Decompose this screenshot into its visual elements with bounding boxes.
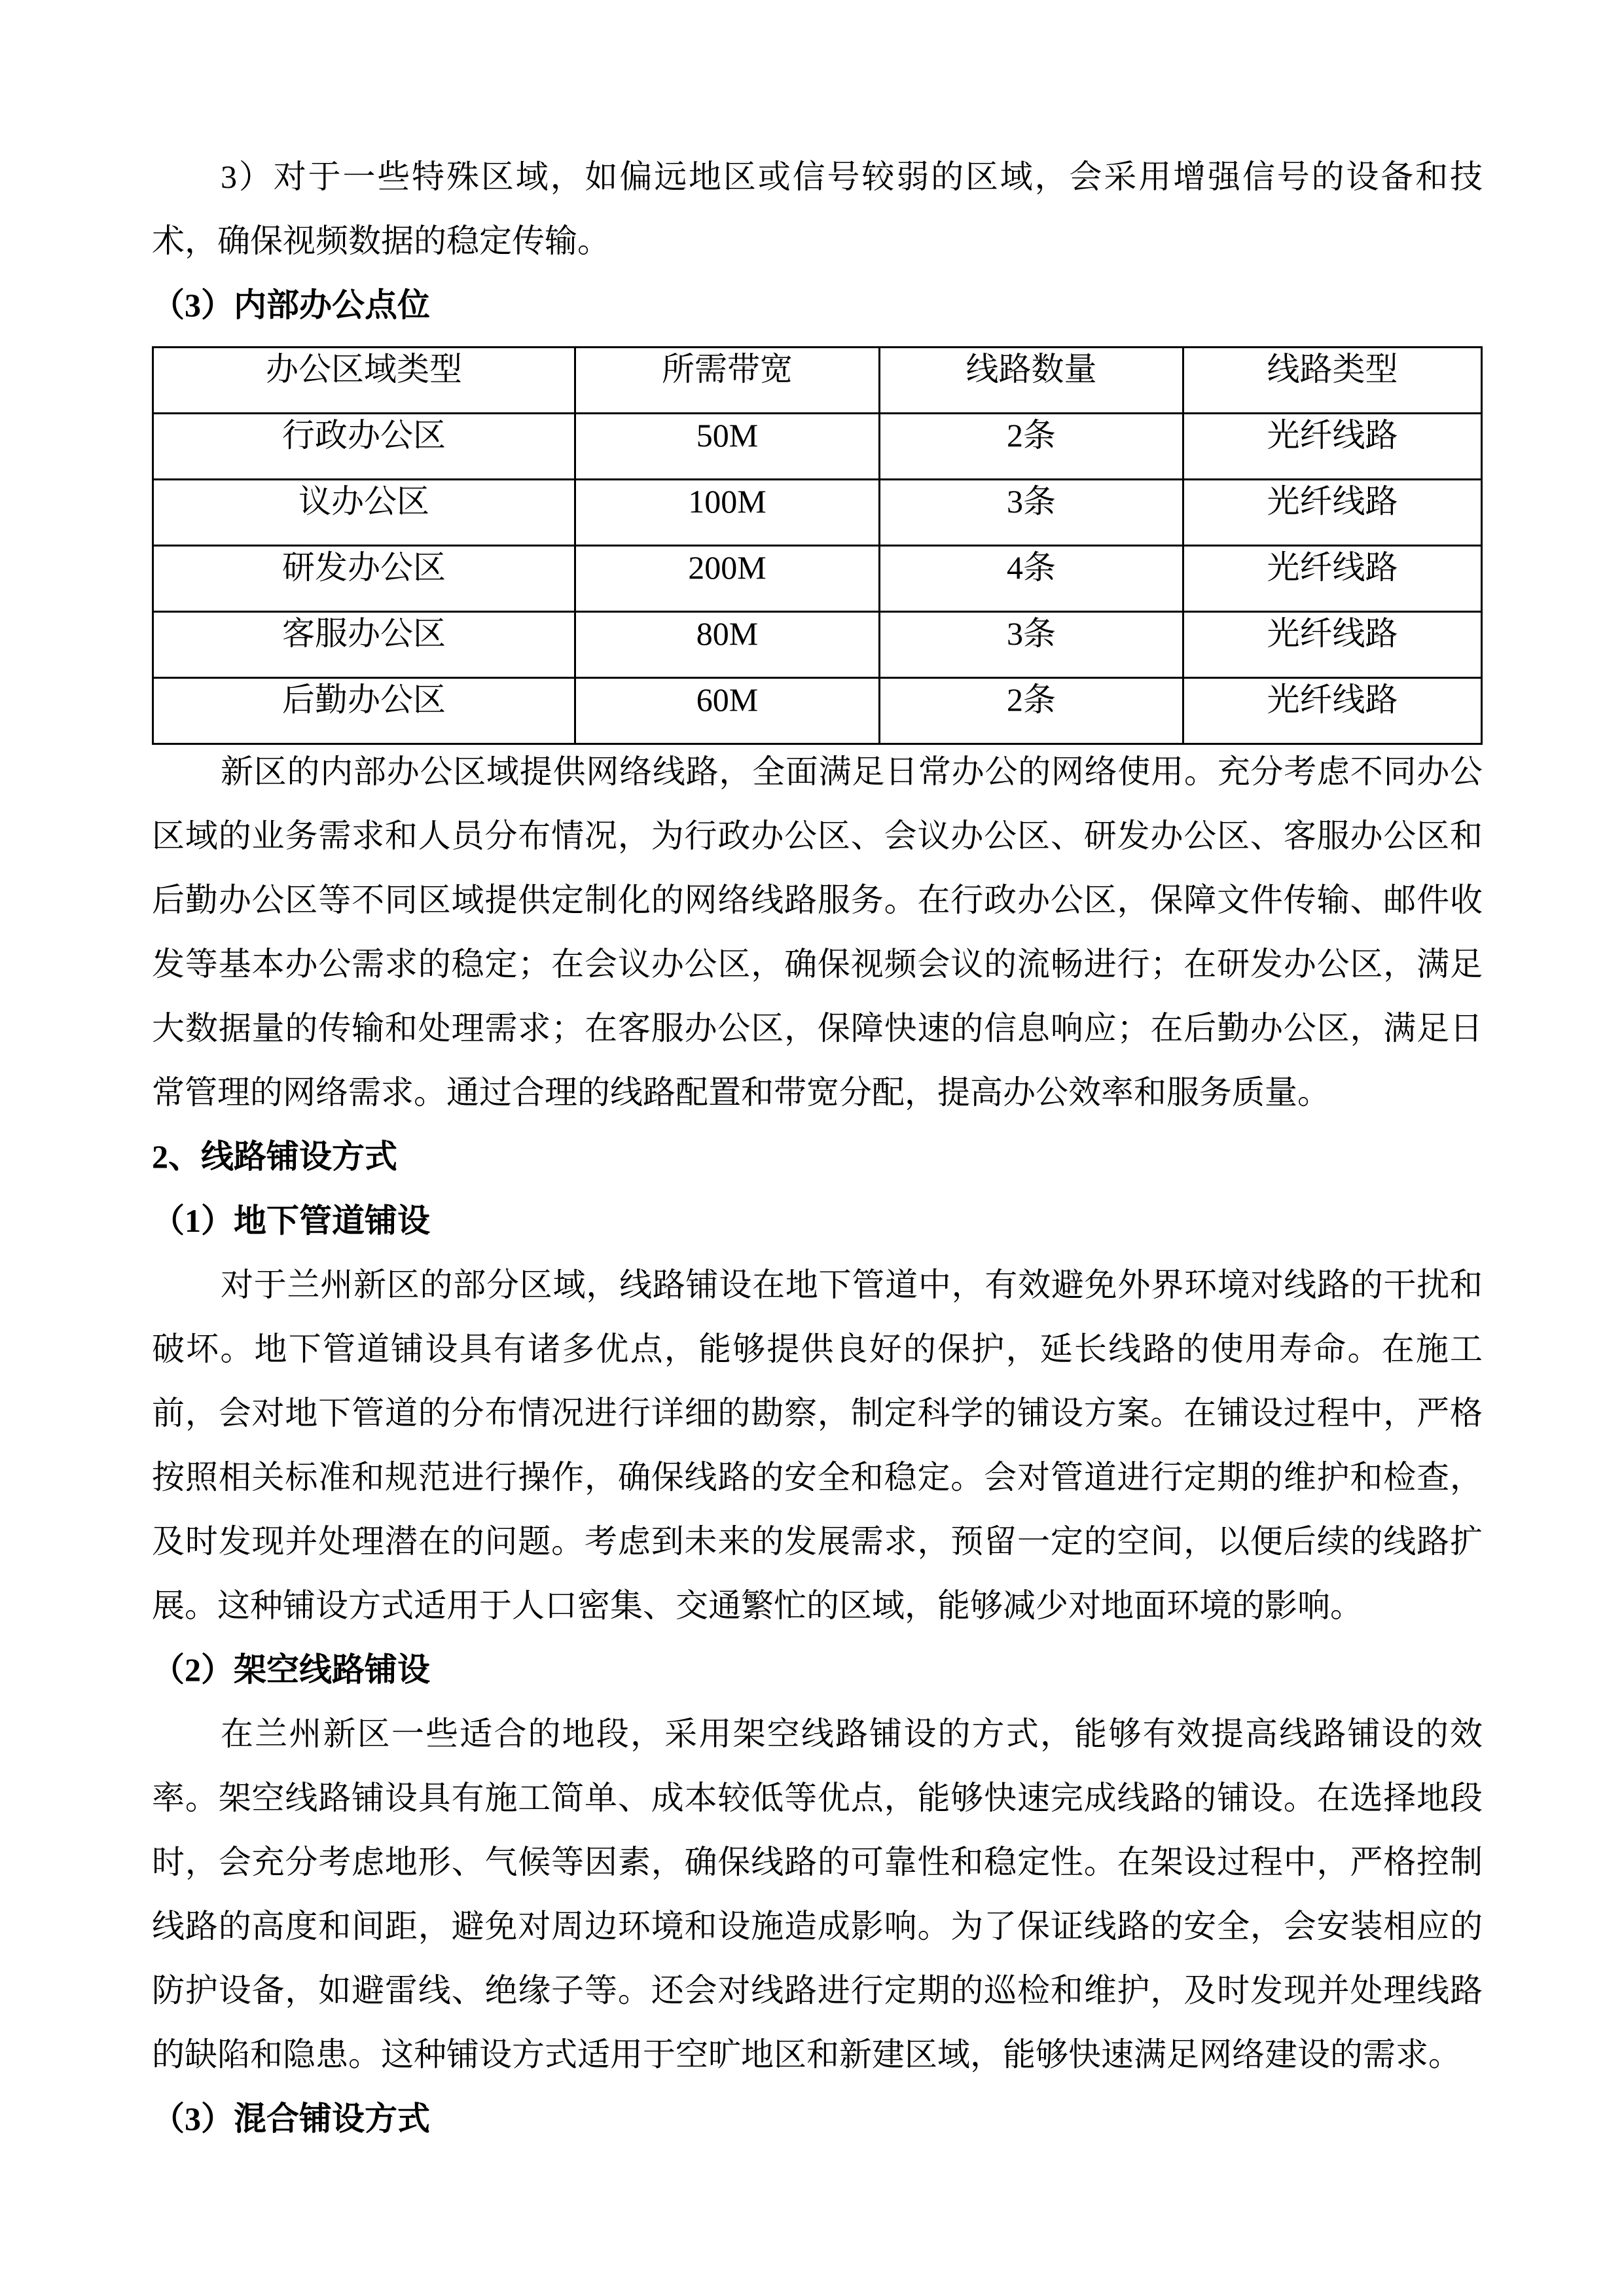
section-heading: （2）架空线路铺设 [152,1651,430,1688]
paragraph-line: 防护设备，如避雷线、绝缘子等。还会对线路进行定期的巡检和维护，及时发现并处理线路 [152,1972,1483,2009]
table-cell: 行政办公区 [153,414,575,480]
table-cell: 议办公区 [153,480,575,546]
table-cell: 200M [575,546,880,612]
section-heading: 2、线路铺设方式 [152,1138,397,1175]
paragraph-line: 区域的业务需求和人员分布情况，为行政办公区、会议办公区、研发办公区、客服办公区和 [152,817,1483,854]
table-cell: 2条 [880,678,1183,744]
table-cell: 2条 [880,414,1183,480]
table-cell: 光纤线路 [1183,414,1482,480]
table-cell: 50M [575,414,880,480]
table-header-cell: 线路类型 [1183,348,1482,414]
paragraph-line: 后勤办公区等不同区域提供定制化的网络线路服务。在行政办公区，保障文件传输、邮件收 [152,882,1483,918]
table-cell: 研发办公区 [153,546,575,612]
table-header-row [153,348,1482,414]
paragraph-line: 按照相关标准和规范进行操作，确保线路的安全和稳定。会对管道进行定期的维护和检查， [152,1459,1483,1496]
table-row [153,678,1482,744]
paragraph-line: 的缺陷和隐患。这种铺设方式适用于空旷地区和新建区域，能够快速满足网络建设的需求。 [152,2036,1461,2073]
paragraph [152,1253,1483,1638]
table-row [153,480,1482,546]
section-heading: （3）内部办公点位 [152,287,430,323]
paragraph-line: 大数据量的传输和处理需求；在客服办公区，保障快速的信息响应；在后勤办公区，满足日 [152,1010,1483,1047]
paragraph-line: 破坏。地下管道铺设具有诸多优点，能够提供良好的保护，延长线路的使用寿命。在施工 [152,1331,1483,1367]
paragraph-line: 常管理的网络需求。通过合理的线路配置和带宽分配，提高办公效率和服务质量。 [152,1074,1330,1111]
paragraph-line: 对于兰州新区的部分区域，线路铺设在地下管道中，有效避免外界环境对线路的干扰和 [221,1266,1483,1303]
table-cell: 光纤线路 [1183,678,1482,744]
table-row [153,546,1482,612]
paragraph [152,1702,1483,2087]
table-cell: 光纤线路 [1183,480,1482,546]
paragraph-line: 前，会对地下管道的分布情况进行详细的勘察，制定科学的铺设方案。在铺设过程中，严格 [152,1395,1483,1431]
table-cell: 光纤线路 [1183,546,1482,612]
paragraph-line: 线路的高度和间距，避免对周边环境和设施造成影响。为了保证线路的安全，会安装相应的 [152,1908,1483,1945]
section-heading: （3）混合铺设方式 [152,2100,430,2137]
table-header-cell: 所需带宽 [575,348,880,414]
paragraph [152,145,1483,273]
table-cell: 客服办公区 [153,612,575,678]
paragraph-line: 率。架空线路铺设具有施工简单、成本较低等优点，能够快速完成线路的铺设。在选择地段 [152,1780,1483,1816]
office-bandwidth-table [152,346,1483,745]
table-cell: 60M [575,678,880,744]
table-cell: 后勤办公区 [153,678,575,744]
paragraph-line: 术，确保视频数据的稳定传输。 [152,223,610,259]
table-header-cell: 线路数量 [880,348,1183,414]
table-cell: 3条 [880,480,1183,546]
table-row [153,612,1482,678]
paragraph-line: 3）对于一些特殊区域，如偏远地区或信号较弱的区域，会采用增强信号的设备和技 [221,158,1483,195]
table-cell: 光纤线路 [1183,612,1482,678]
section-heading: （1）地下管道铺设 [152,1202,430,1239]
paragraph-line: 发等基本办公需求的稳定；在会议办公区，确保视频会议的流畅进行；在研发办公区，满足 [152,946,1483,982]
paragraph-line: 新区的内部办公区域提供网络线路，全面满足日常办公的网络使用。充分考虑不同办公 [221,753,1483,790]
paragraph-line: 展。这种铺设方式适用于人口密集、交通繁忙的区域，能够减少对地面环境的影响。 [152,1587,1363,1624]
paragraph-line: 时，会充分考虑地形、气候等因素，确保线路的可靠性和稳定性。在架设过程中，严格控制 [152,1844,1483,1880]
table-row [153,414,1482,480]
table-header-cell: 办公区域类型 [153,348,575,414]
paragraph [152,740,1483,1124]
table-cell: 100M [575,480,880,546]
paragraph-line: 及时发现并处理潜在的问题。考虑到未来的发展需求，预留一定的空间，以便后续的线路扩 [152,1523,1483,1560]
document-body [152,145,1483,2151]
table-cell: 4条 [880,546,1183,612]
table-cell: 80M [575,612,880,678]
paragraph-line: 在兰州新区一些适合的地段，采用架空线路铺设的方式，能够有效提高线路铺设的效 [221,1715,1483,1752]
table-cell: 3条 [880,612,1183,678]
